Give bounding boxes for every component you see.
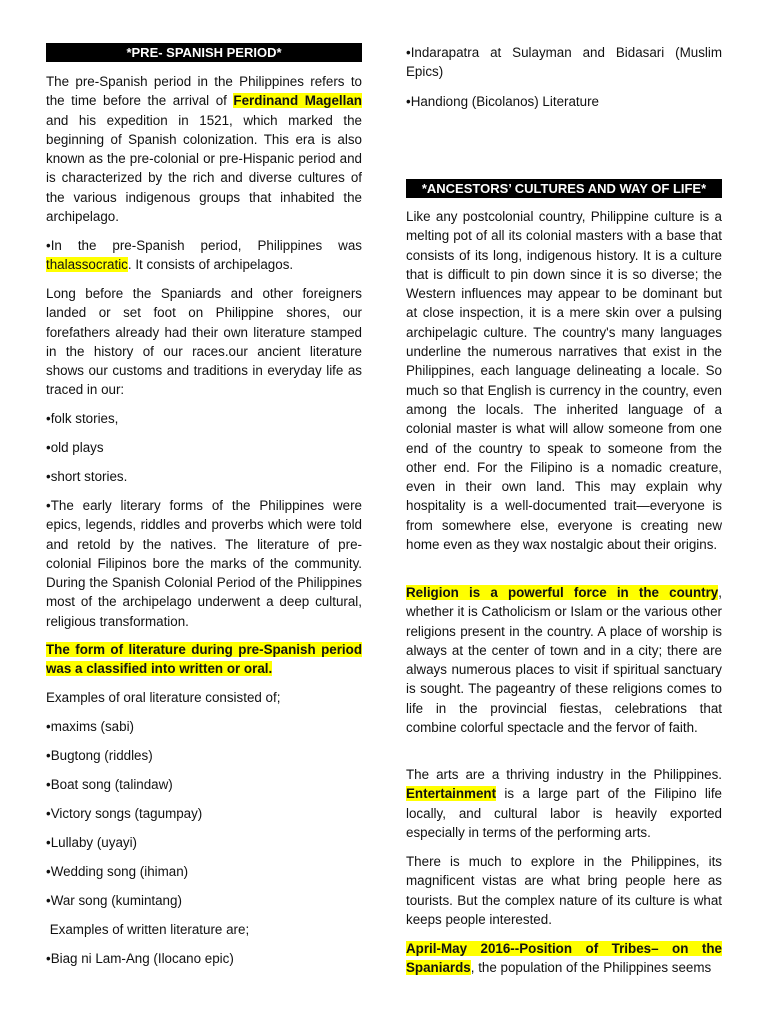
text: . It consists of archipelagos. bbox=[127, 257, 294, 273]
highlight-thalassocratic: thalassocratic bbox=[46, 257, 128, 273]
religion-paragraph bbox=[406, 583, 722, 737]
list-item: •maxims (sabi) bbox=[46, 719, 135, 734]
explore-paragraph: There is much to explore in the Philippines, its magnificent vistas are what bring people here as tourists. But the complex nature of its culture is what keeps people interested. bbox=[406, 854, 722, 927]
list-item: •Wedding song (ihiman) bbox=[46, 864, 189, 879]
list-item: •Indarapatra at Sulayman and Bidasari (Muslim Epics) bbox=[406, 45, 722, 80]
arts-paragraph bbox=[406, 765, 722, 842]
highlight-entertainment: Entertainment bbox=[406, 786, 497, 802]
list-item: •War song (kumintang) bbox=[46, 893, 182, 908]
list-item: •short stories. bbox=[46, 469, 128, 484]
early-forms-paragraph: •The early literary forms of the Philippines were epics, legends, riddles and proverbs which were told and retold by the natives. The literature of pre-colonial Filipinos bore the marks of the community. During the Spanish Colonial Period of the Philippines most of the archipelago underwent a deep cultural, religious transformation. bbox=[46, 498, 362, 629]
text: is a large part of the Filipino life locally, and cultural labor is heavily exported especially in terms of the performing arts. bbox=[406, 786, 722, 840]
list-item: •Handiong (Bicolanos) Literature bbox=[406, 94, 600, 109]
oral-examples-heading: Examples of oral literature consisted of; bbox=[46, 690, 281, 705]
text: The pre-Spanish period in the Philippines refers to the time before the arrival of bbox=[46, 74, 362, 109]
list-item: •folk stories, bbox=[46, 411, 119, 426]
highlight-magellan: Ferdinand Magellan bbox=[233, 93, 362, 109]
text: •In the pre-Spanish period, Philippines was bbox=[46, 238, 362, 253]
text: The arts are a thriving industry in the Philippines. bbox=[406, 767, 722, 782]
written-examples-heading: Examples of written literature are; bbox=[46, 922, 250, 937]
list-item: •Boat song (talindaw) bbox=[46, 777, 173, 792]
highlight-form-of-literature bbox=[46, 640, 362, 679]
section-header-pre-spanish: *PRE- SPANISH PERIOD* bbox=[46, 43, 362, 62]
text: , the population of the Philippines seems bbox=[470, 960, 712, 976]
text: and his expedition in 1521, which marked the beginning of Spanish colonization. This era is also known as the pre-colonial or pre-Hispanic period and is characterized by the rich and diverse cultures of the various indigenous groups that inhabited the archipelago. bbox=[46, 112, 362, 225]
highlight-religion: Religion is a powerful force in the country bbox=[406, 585, 719, 600]
tribes-paragraph bbox=[406, 939, 722, 978]
list-item: •old plays bbox=[46, 440, 104, 455]
list-item: •Lullaby (uyayi) bbox=[46, 835, 138, 850]
culture-paragraph: Like any postcolonial country, Philippine culture is a melting pot of all its colonial masters with a base that consists of its long, indigenous history. It is a culture that is difficult to pin down since it is so diverse; the Western influences may appear to be dominant but at close inspection, it is a mere skin over a pulsing archipelagic culture. The country's many languages underline the numerous narratives that exist in the Philippines, each language delineating a locale. So much so that English is currency in the country, even among the locals. The inherited language of a colonial master is what will allow someone from one end of the country to speak to someone from the other end. For the Filipino is a nomadic creature, even in their own land. This may explain why hospitality is a well-documented trait—everyone is from somewhere else, everyone is creating new home even as they wax nostalgic about their origins. bbox=[406, 209, 722, 553]
list-item: •Bugtong (riddles) bbox=[46, 748, 153, 763]
list-item: •Biag ni Lam-Ang (Ilocano epic) bbox=[46, 951, 234, 966]
intro-paragraph bbox=[46, 72, 362, 226]
text: , whether it is Catholicism or Islam or the various other religions present in the country. A place of worship is always at the center of town and in a city; there are always numerous places to visit if spiritual sanctuary is sought. The pageantry of these religions comes to life in the provincial fiestas, celebrations that combine colorful spectacle and the fervor of faith. bbox=[406, 585, 722, 736]
highlight-tribes: April-May 2016--Position of Tribes– on the Spaniards bbox=[406, 941, 722, 976]
thalassocratic-paragraph bbox=[46, 236, 362, 275]
list-item: •Victory songs (tagumpay) bbox=[46, 806, 203, 821]
section-header-ancestors: *ANCESTORS’ CULTURES AND WAY OF LIFE* bbox=[406, 179, 722, 198]
literature-paragraph: Long before the Spaniards and other foreigners landed or set foot on Philippine shores, our forefathers already had their own literature stamped in the history of our races.our ancient literature shows our customs and traditions in everyday life as traced in our: bbox=[46, 286, 362, 398]
highlight-text: The form of literature during pre-Spanish period was a classified into written or oral. bbox=[46, 642, 362, 677]
